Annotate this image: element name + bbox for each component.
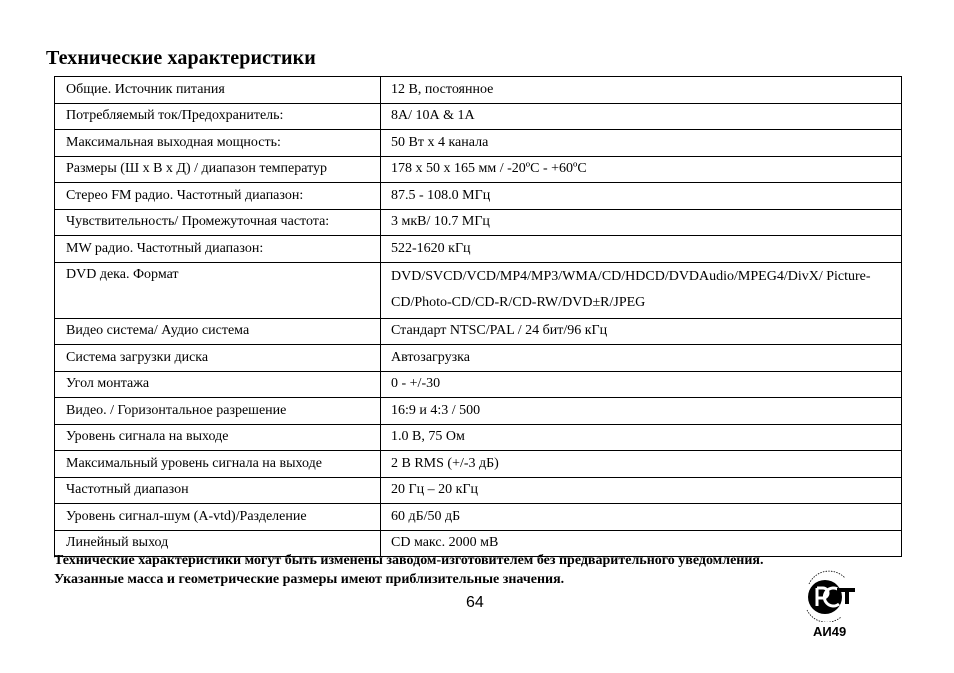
spec-row bbox=[55, 371, 902, 398]
page-title: Технические характеристики bbox=[46, 47, 316, 69]
spec-value: 0 - +/-30 bbox=[381, 371, 902, 398]
spec-row bbox=[55, 318, 902, 345]
spec-row bbox=[55, 262, 902, 318]
spec-table-body bbox=[55, 77, 902, 557]
spec-param: Общие. Источник питания bbox=[55, 77, 381, 104]
spec-row bbox=[55, 236, 902, 263]
spec-row bbox=[55, 130, 902, 157]
spec-value: 60 дБ/50 дБ bbox=[381, 504, 902, 531]
note-specs-change: Технические характеристики могут быть изменены заводом-изготовителем без предварительного уведомления. bbox=[54, 553, 764, 568]
spec-param: MW радио. Частотный диапазон: bbox=[55, 236, 381, 263]
spec-value: 522-1620 кГц bbox=[381, 236, 902, 263]
spec-row bbox=[55, 77, 902, 104]
spec-value: 16:9 и 4:3 / 500 bbox=[381, 398, 902, 425]
spec-row bbox=[55, 183, 902, 210]
spec-value: 50 Вт х 4 канала bbox=[381, 130, 902, 157]
spec-param: Видео. / Горизонтальное разрешение bbox=[55, 398, 381, 425]
spec-param: Размеры (Ш х В х Д) / диапазон температур bbox=[55, 156, 381, 183]
spec-table bbox=[54, 76, 902, 557]
spec-row bbox=[55, 504, 902, 531]
spec-row bbox=[55, 209, 902, 236]
spec-value: 1.0 В, 75 Ом bbox=[381, 424, 902, 451]
spec-value: 20 Гц – 20 кГц bbox=[381, 477, 902, 504]
spec-value: CD макс. 2000 мВ bbox=[381, 530, 902, 557]
spec-value: Автозагрузка bbox=[381, 345, 902, 372]
spec-param: Стерео FM радио. Частотный диапазон: bbox=[55, 183, 381, 210]
spec-param: Максимальный уровень сигнала на выходе bbox=[55, 451, 381, 478]
spec-value: 178 х 50 х 165 мм / -20ºC - +60ºC bbox=[381, 156, 902, 183]
spec-param: Потребляемый ток/Предохранитель: bbox=[55, 103, 381, 130]
note-approximate-values: Указанные масса и геометрические размеры имеют приблизительные значения. bbox=[54, 572, 565, 587]
spec-row bbox=[55, 345, 902, 372]
spec-param: Максимальная выходная мощность: bbox=[55, 130, 381, 157]
spec-param: Уровень сигнал-шум (A-vtd)/Разделение bbox=[55, 504, 381, 531]
certification-mark-icon bbox=[801, 570, 863, 622]
spec-param: Система загрузки диска bbox=[55, 345, 381, 372]
spec-value: 87.5 - 108.0 МГц bbox=[381, 183, 902, 210]
spec-param: DVD дека. Формат bbox=[55, 262, 381, 318]
spec-value: 12 В, постоянное bbox=[381, 77, 902, 104]
spec-param: Чувствительность/ Промежуточная частота: bbox=[55, 209, 381, 236]
page-number: 64 bbox=[466, 594, 484, 611]
spec-value: 8А/ 10А & 1А bbox=[381, 103, 902, 130]
spec-param: Линейный выход bbox=[55, 530, 381, 557]
spec-param: Видео система/ Аудио система bbox=[55, 318, 381, 345]
spec-value: 2 В RMS (+/-3 дБ) bbox=[381, 451, 902, 478]
spec-param: Частотный диапазон bbox=[55, 477, 381, 504]
spec-row bbox=[55, 451, 902, 478]
spec-row bbox=[55, 477, 902, 504]
spec-row bbox=[55, 103, 902, 130]
certification-code: АИ49 bbox=[813, 624, 847, 639]
spec-row bbox=[55, 398, 902, 425]
spec-value: DVD/SVCD/VCD/MP4/MP3/WMA/CD/HDCD/DVDAudio/MPEG4/DivX/ Picture-CD/Photo-CD/CD-R/CD-RW/DVD±R/JPEG bbox=[381, 262, 902, 318]
spec-value: 3 мкВ/ 10.7 МГц bbox=[381, 209, 902, 236]
spec-param: Угол монтажа bbox=[55, 371, 381, 398]
spec-row bbox=[55, 424, 902, 451]
spec-param: Уровень сигнала на выходе bbox=[55, 424, 381, 451]
spec-value: Стандарт NTSC/PAL / 24 бит/96 кГц bbox=[381, 318, 902, 345]
spec-row bbox=[55, 156, 902, 183]
